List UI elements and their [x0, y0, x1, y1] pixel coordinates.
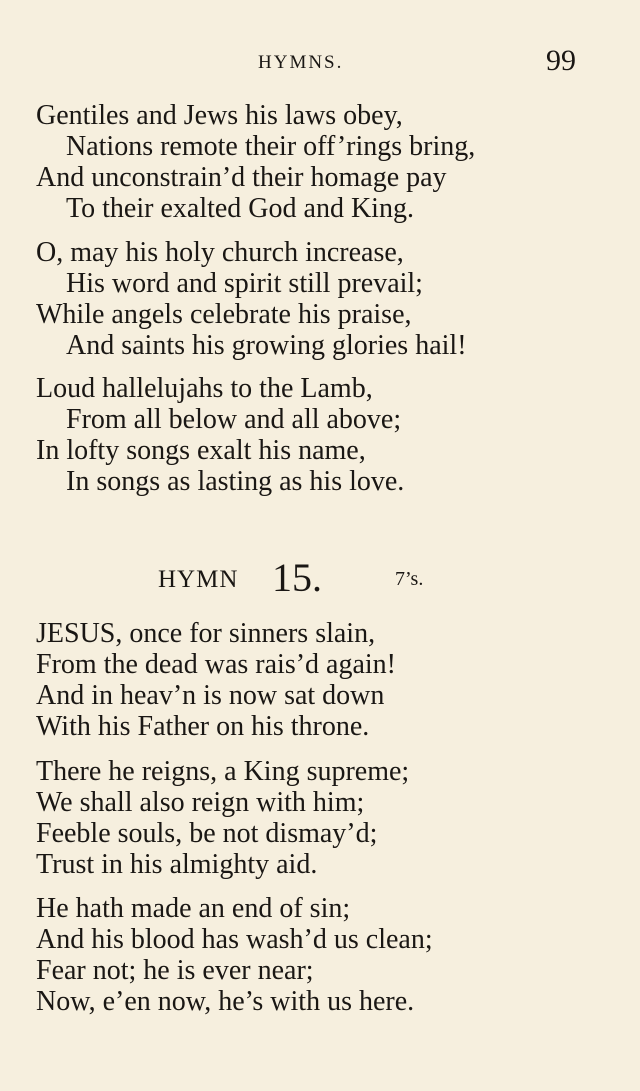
verse-line: In songs as lasting as his love.	[66, 466, 405, 497]
stanza-5	[0, 756, 640, 880]
verse-line: From the dead was rais’d again!	[36, 649, 396, 680]
verse-line: Now, e’en now, he’s with us here.	[36, 986, 415, 1017]
running-title: HYMNS.	[258, 52, 344, 73]
verse-line: And unconstrain’d their homage pay	[36, 162, 447, 193]
verse-line: We shall also reign with him;	[36, 787, 365, 818]
verse-line: While angels celebrate his praise,	[36, 299, 412, 330]
stanza-1	[0, 100, 640, 224]
stanza-2	[0, 237, 640, 361]
verse-line: And saints his growing glories hail!	[66, 330, 467, 361]
stanza-6	[0, 893, 640, 1017]
verse-line: Trust in his almighty aid.	[36, 849, 318, 880]
verse-line: Feeble souls, be not dismay’d;	[36, 818, 378, 849]
verse-line: And in heav’n is now sat down	[36, 680, 385, 711]
stanza-4	[0, 618, 640, 742]
hymn-number: 15.	[272, 555, 322, 600]
verse-line: JESUS, once for sinners slain,	[36, 618, 376, 649]
running-head	[0, 44, 640, 84]
verse-line: Nations remote their off’rings bring,	[66, 131, 476, 162]
hymn-label: HYMN	[158, 566, 239, 593]
verse-line: Loud hallelujahs to the Lamb,	[36, 373, 373, 404]
verse-line: There he reigns, a King supreme;	[36, 756, 410, 787]
stanza-3	[0, 373, 640, 497]
verse-line: Gentiles and Jews his laws obey,	[36, 100, 403, 131]
verse-line: From all below and all above;	[66, 404, 402, 435]
verse-line: His word and spirit still prevail;	[66, 268, 423, 299]
verse-line: O, may his holy church increase,	[36, 237, 404, 268]
verse-line: Fear not; he is ever near;	[36, 955, 314, 986]
verse-line: He hath made an end of sin;	[36, 893, 351, 924]
verse-line: And his blood has wash’d us clean;	[36, 924, 433, 955]
verse-line: To their exalted God and King.	[66, 193, 414, 224]
verse-line: In lofty songs exalt his name,	[36, 435, 366, 466]
hymn-heading	[0, 554, 640, 604]
verse-line: With his Father on his throne.	[36, 711, 370, 742]
page-number: 99	[546, 44, 576, 77]
hymn-meter: 7’s.	[395, 568, 424, 590]
